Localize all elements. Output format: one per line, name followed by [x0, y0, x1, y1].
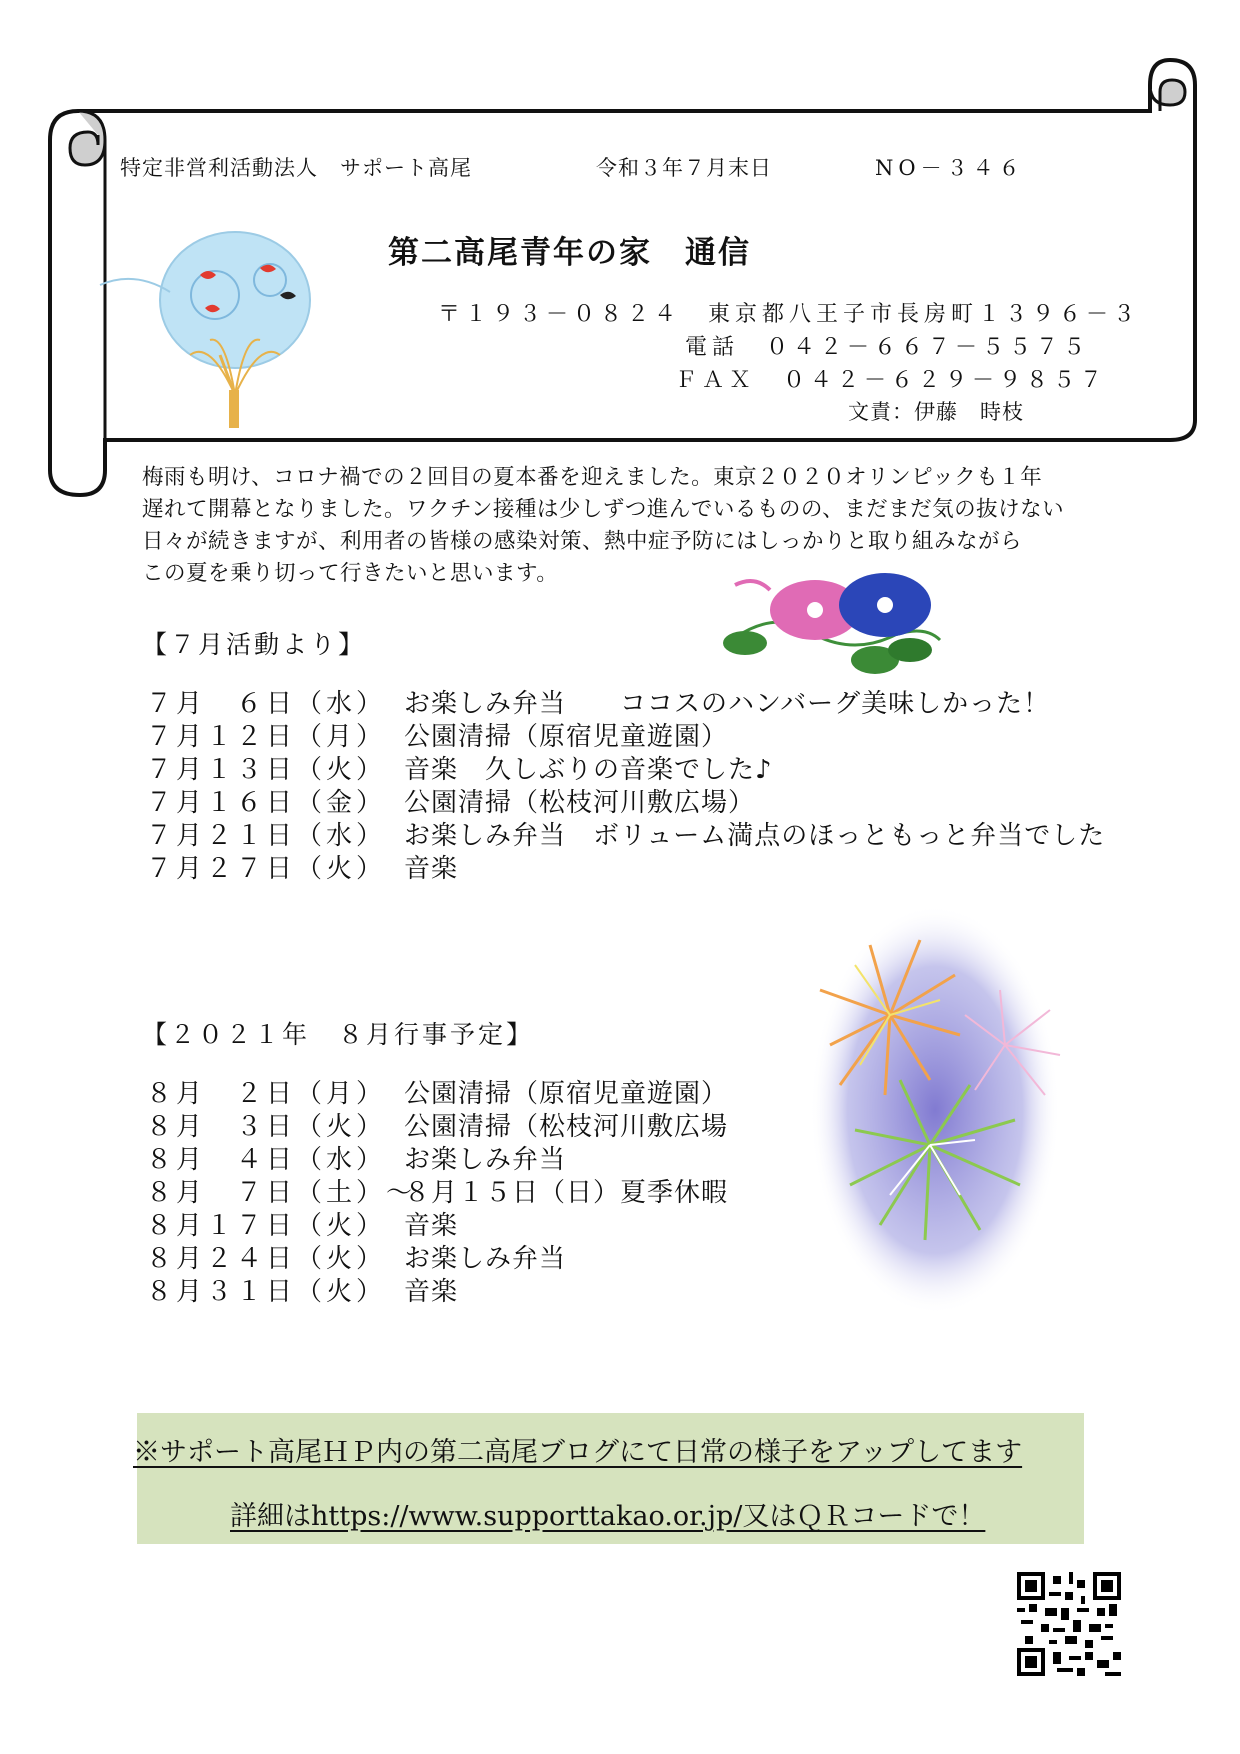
august-event	[146, 1111, 728, 1144]
july-event-list	[146, 688, 1105, 886]
event-text: お楽しみ弁当	[404, 1244, 567, 1274]
intro-line: 日々が続きますが、利用者の皆様の感染対策、熱中症予防にはしっかりと取り組みながら	[142, 529, 1023, 554]
website-link[interactable]: 詳細はhttps://www.supporttakao.or.jp/又はＱＲコードで！	[230, 1501, 986, 1532]
event-date: ８月 ４日（水）	[146, 1145, 387, 1175]
morning-glory-illustration	[715, 565, 955, 685]
event-date: ８月１７日（火）	[146, 1211, 387, 1241]
august-event	[146, 1177, 728, 1210]
event-text: 音楽	[404, 1211, 459, 1241]
issue-date: 令和３年７月末日	[596, 156, 772, 180]
editor: 文責：伊藤 時枝	[848, 400, 1024, 424]
intro-line: 梅雨も明け、コロナ禍での２回目の夏本番を迎えました。東京２０２０オリンピックも１年	[142, 465, 1043, 490]
event-text: 音楽	[404, 854, 459, 884]
event-date: ８月２４日（火）	[146, 1244, 387, 1274]
event-date: ８月 ２日（月）	[146, 1079, 387, 1109]
event-text: お楽しみ弁当	[404, 1145, 567, 1175]
august-event	[146, 1243, 728, 1276]
issue-number: NO－３４６	[875, 156, 1025, 180]
event-date: ７月２７日（火）	[146, 854, 387, 884]
org-name: 特定非営利活動法人 サポート高尾	[120, 156, 472, 180]
fireworks-illustration	[760, 895, 1080, 1315]
event-date: ７月１３日（火）	[146, 755, 387, 785]
august-event	[146, 1210, 728, 1243]
intro-line: この夏を乗り切って行きたいと思います。	[142, 561, 559, 586]
event-text: 公園清掃（原宿児童遊園）	[404, 722, 729, 752]
event-date: ８月 ３日（火）	[146, 1112, 387, 1142]
phone: 電話 ０４２－６６７－５５７５	[685, 335, 1091, 360]
august-event	[146, 1144, 728, 1177]
event-text: お楽しみ弁当 ボリューム満点のほっともっと弁当でした	[404, 821, 1106, 851]
event-date: ７月２１日（水）	[146, 821, 387, 851]
august-event-list	[146, 1078, 728, 1309]
event-text: 音楽 久しぶりの音楽でした♪	[404, 755, 773, 785]
event-date: ８月３１日（火）	[146, 1277, 387, 1307]
july-event	[146, 820, 1105, 853]
event-text: 音楽	[404, 1277, 459, 1307]
address: 〒１９３－０８２４ 東京都八王子市長房町１３９６－３	[438, 302, 1141, 327]
event-date: ８月 ７日（土）～	[146, 1178, 417, 1208]
event-date: ７月１２日（月）	[146, 722, 387, 752]
august-section-title: 【２０２１年 ８月行事予定】	[142, 1020, 535, 1049]
event-date: ７月１６日（金）	[146, 788, 387, 818]
event-text: 公園清掃（原宿児童遊園）	[404, 1079, 729, 1109]
goldfish-fan-illustration	[95, 230, 325, 430]
event-text: 公園清掃（松枝河川敷広場）	[404, 788, 756, 818]
august-event	[146, 1078, 728, 1111]
july-event	[146, 721, 1105, 754]
blog-banner-text[interactable]: ※サポート高尾ＨＰ内の第二高尾ブログにて日常の様子をアップしてます	[133, 1437, 1023, 1468]
fax: ＦＡＸ ０４２－６２９－９８５７	[675, 368, 1108, 393]
page-title: 第二高尾青年の家 通信	[388, 235, 751, 271]
july-section-title: 【７月活動より】	[142, 630, 367, 659]
event-text: お楽しみ弁当 ココスのハンバーグ美味しかった！	[404, 689, 1051, 719]
blog-banner	[133, 1413, 1084, 1544]
july-event	[146, 787, 1105, 820]
august-event	[146, 1276, 728, 1309]
event-text: ８月１５日（日）夏季休暇	[404, 1178, 729, 1208]
july-event	[146, 688, 1105, 721]
july-event	[146, 853, 1105, 886]
intro-line: 遅れて開幕となりました。ワクチン接種は少しずつ進んでいるものの、まだまだ気の抜けない	[142, 497, 1065, 522]
qr-code[interactable]	[1017, 1572, 1121, 1676]
july-event	[146, 754, 1105, 787]
event-text: 公園清掃（松枝河川敷広場	[404, 1112, 729, 1142]
event-date: ７月 ６日（水）	[146, 689, 387, 719]
